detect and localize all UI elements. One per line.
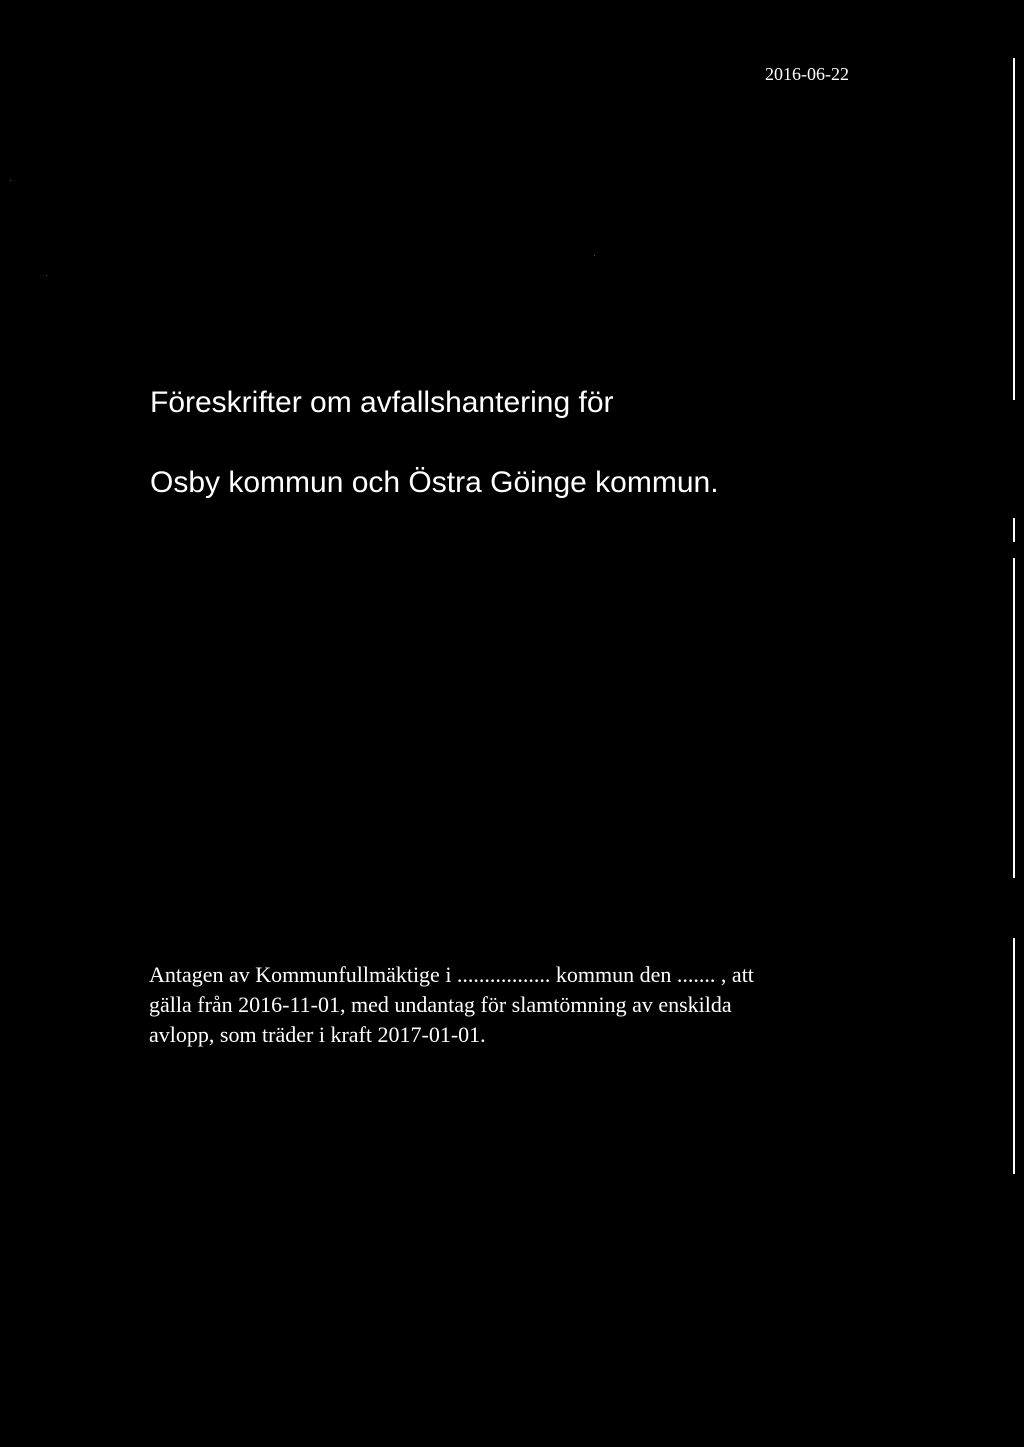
scan-speck	[594, 255, 595, 256]
adoption-line-2: gälla från 2016-11-01, med undantag för slamtömning av enskilda	[149, 992, 732, 1017]
document-title-line-1: Föreskrifter om avfallshantering för	[150, 386, 614, 419]
document-title-line-2: Osby kommun och Östra Göinge kommun.	[150, 466, 719, 499]
scan-speck	[46, 275, 47, 276]
scan-edge-mark	[1013, 938, 1015, 1174]
scan-edge-mark	[1013, 58, 1015, 400]
scan-edge-mark	[1013, 558, 1015, 878]
adoption-paragraph	[149, 960, 869, 1050]
scan-edge-mark	[1013, 518, 1015, 542]
document-date: 2016-06-22	[765, 64, 849, 84]
adoption-line-1: Antagen av Kommunfullmäktige i ................. kommun den ....... , att	[149, 962, 754, 987]
scan-speck	[10, 180, 11, 181]
adoption-line-3: avlopp, som träder i kraft 2017-01-01.	[149, 1022, 486, 1047]
